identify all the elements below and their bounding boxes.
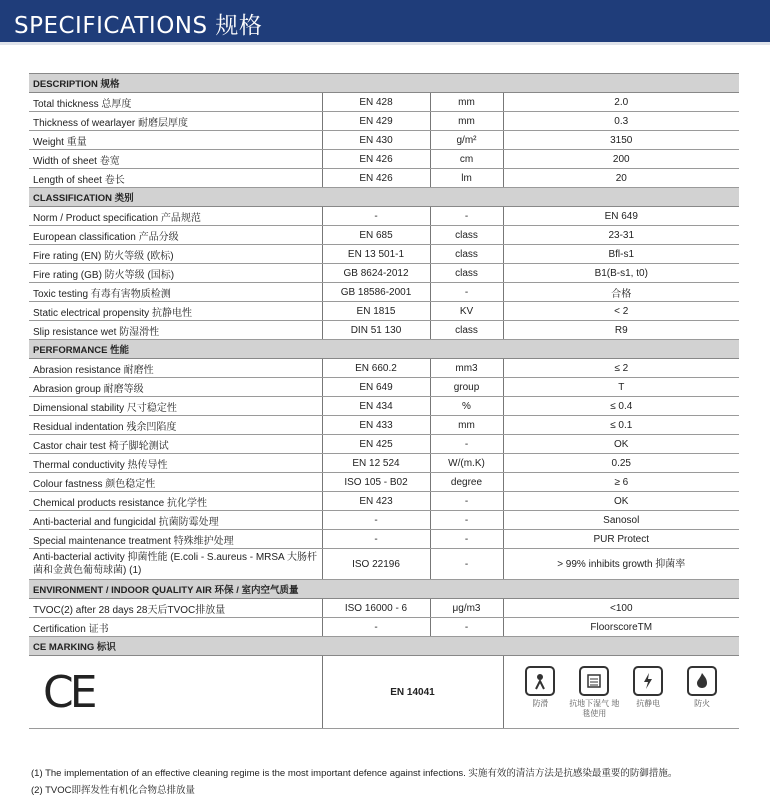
table-row [29, 454, 739, 473]
header-banner [0, 0, 770, 42]
ce-icon-item [568, 666, 620, 719]
ce-icon-item [514, 666, 566, 709]
table-row [29, 359, 739, 378]
property-name: Fire rating (EN) 防火等级 (欧标) [29, 245, 322, 264]
property-name: Special maintenance treatment 特殊维护处理 [29, 530, 322, 549]
test-standard: - [322, 511, 430, 530]
property-name: Residual indentation 残余凹陷度 [29, 416, 322, 435]
property-name: Thermal conductivity 热传导性 [29, 454, 322, 473]
unit: - [430, 207, 503, 226]
value: 合格 [503, 283, 739, 302]
value: R9 [503, 321, 739, 340]
table-row [29, 169, 739, 188]
test-standard: ISO 105 - B02 [322, 473, 430, 492]
table-row [29, 112, 739, 131]
section-header-ce-marking [29, 637, 739, 656]
property-name: Toxic testing 有毒有害物质检测 [29, 283, 322, 302]
test-standard: EN 423 [322, 492, 430, 511]
table-row [29, 264, 739, 283]
test-standard: - [322, 207, 430, 226]
value: OK [503, 435, 739, 454]
table-row [29, 435, 739, 454]
unit: KV [430, 302, 503, 321]
test-standard: - [322, 530, 430, 549]
section-title: PERFORMANCE 性能 [29, 340, 739, 359]
test-standard: DIN 51 130 [322, 321, 430, 340]
ce-mark-cell [29, 656, 322, 729]
test-standard: ISO 22196 [322, 549, 430, 580]
value: ≤ 0.1 [503, 416, 739, 435]
property-name: Total thickness 总厚度 [29, 93, 322, 112]
value: T [503, 378, 739, 397]
footnote-1: (1) The implementation of an effective cleaning regime is the most important defence against infections. 实施有效的清洁方法是抗感染最重要的防御措施。 [31, 768, 678, 779]
test-standard: EN 649 [322, 378, 430, 397]
value: <100 [503, 599, 739, 618]
table-row [29, 207, 739, 226]
value: B1(B-s1, t0) [503, 264, 739, 283]
table-row [29, 302, 739, 321]
unit: mm [430, 93, 503, 112]
test-standard: EN 13 501-1 [322, 245, 430, 264]
property-name: Chemical products resistance 抗化学性 [29, 492, 322, 511]
header-divider [0, 42, 770, 45]
ce-marking-row [29, 656, 739, 729]
value: > 99% inhibits growth 抑菌率 [503, 549, 739, 580]
section-header-environment [29, 580, 739, 599]
antistatic-icon [633, 666, 663, 696]
value: 2.0 [503, 93, 739, 112]
ce-icon-caption: 抗静电 [636, 698, 661, 708]
property-name: Anti-bacterial and fungicidal 抗菌防霉处理 [29, 511, 322, 530]
unit: - [430, 435, 503, 454]
slip-resistance-icon [525, 666, 555, 696]
test-standard: ISO 16000 - 6 [322, 599, 430, 618]
ce-icon-group [508, 666, 736, 719]
unit: g/m² [430, 131, 503, 150]
test-standard: GB 18586-2001 [322, 283, 430, 302]
unit: group [430, 378, 503, 397]
unit: mm [430, 416, 503, 435]
test-standard: EN 425 [322, 435, 430, 454]
value: 200 [503, 150, 739, 169]
section-title: DESCRIPTION 规格 [29, 74, 739, 93]
test-standard: EN 429 [322, 112, 430, 131]
footnote-2: (2) TVOC即挥发性有机化合物总排放量 [31, 785, 195, 796]
table-row [29, 511, 739, 530]
test-standard: EN 426 [322, 169, 430, 188]
table-row [29, 150, 739, 169]
unit: mm3 [430, 359, 503, 378]
value: PUR Protect [503, 530, 739, 549]
ce-mark-logo: CE [43, 666, 94, 718]
property-name: Abrasion resistance 耐磨性 [29, 359, 322, 378]
value: ≤ 2 [503, 359, 739, 378]
section-header-description [29, 74, 739, 93]
property-name: Weight 重量 [29, 131, 322, 150]
section-title: ENVIRONMENT / INDOOR QUALITY AIR 环保 / 室内空气质量 [29, 580, 739, 599]
property-name: TVOC(2) after 28 days 28天后TVOC排放量 [29, 599, 322, 618]
footnotes [31, 765, 677, 799]
value: 0.25 [503, 454, 739, 473]
property-name: Static electrical propensity 抗静电性 [29, 302, 322, 321]
table-row [29, 93, 739, 112]
unit: cm [430, 150, 503, 169]
property-name: Norm / Product specification 产品规范 [29, 207, 322, 226]
ce-icon-item [622, 666, 674, 709]
property-name: Thickness of wearlayer 耐磨层厚度 [29, 112, 322, 131]
unit: - [430, 530, 503, 549]
value: 23-31 [503, 226, 739, 245]
table-row [29, 283, 739, 302]
low-emission-icon [579, 666, 609, 696]
ce-icon-caption: 防火 [694, 698, 711, 708]
test-standard: EN 430 [322, 131, 430, 150]
page-title: SPECIFICATIONS 规格 [14, 13, 263, 39]
unit: - [430, 618, 503, 637]
value: ≥ 6 [503, 473, 739, 492]
test-standard: EN 660.2 [322, 359, 430, 378]
property-name: Abrasion group 耐磨等级 [29, 378, 322, 397]
unit: - [430, 283, 503, 302]
table-row [29, 549, 739, 580]
section-header-classification [29, 188, 739, 207]
unit: W/(m.K) [430, 454, 503, 473]
value: OK [503, 492, 739, 511]
property-name: Certification 证书 [29, 618, 322, 637]
test-standard: EN 12 524 [322, 454, 430, 473]
test-standard: EN 1815 [322, 302, 430, 321]
ce-icon-caption: 防滑 [532, 698, 549, 708]
test-standard: EN 426 [322, 150, 430, 169]
value: ≤ 0.4 [503, 397, 739, 416]
unit: class [430, 321, 503, 340]
table-row [29, 492, 739, 511]
unit: lm [430, 169, 503, 188]
test-standard: EN 433 [322, 416, 430, 435]
test-standard: EN 428 [322, 93, 430, 112]
value: < 2 [503, 302, 739, 321]
property-name: Slip resistance wet 防湿滑性 [29, 321, 322, 340]
table-row [29, 397, 739, 416]
table-row [29, 473, 739, 492]
ce-icon-caption: 抗地下湿气 地毯使用 [569, 698, 620, 718]
fire-icon [687, 666, 717, 696]
property-name: European classification 产品分级 [29, 226, 322, 245]
property-name: Castor chair test 椅子脚轮测试 [29, 435, 322, 454]
table-row [29, 618, 739, 637]
unit: μg/m3 [430, 599, 503, 618]
property-name: Length of sheet 卷长 [29, 169, 322, 188]
specifications-table [29, 73, 739, 729]
value: Bfl-s1 [503, 245, 739, 264]
value: EN 649 [503, 207, 739, 226]
table-row [29, 321, 739, 340]
unit: degree [430, 473, 503, 492]
table-row [29, 599, 739, 618]
section-header-performance [29, 340, 739, 359]
test-standard: EN 685 [322, 226, 430, 245]
table-row [29, 226, 739, 245]
property-name: Anti-bacterial activity 抑菌性能 (E.coli - S.aureus - MRSA 大肠杆菌和金黄色葡萄球菌) (1) [29, 549, 322, 580]
test-standard: GB 8624-2012 [322, 264, 430, 283]
test-standard: EN 434 [322, 397, 430, 416]
unit: - [430, 549, 503, 580]
property-name: Fire rating (GB) 防火等级 (国标) [29, 264, 322, 283]
unit: mm [430, 112, 503, 131]
test-standard: - [322, 618, 430, 637]
table-row [29, 416, 739, 435]
value: Sanosol [503, 511, 739, 530]
unit: class [430, 264, 503, 283]
table-row [29, 378, 739, 397]
table-row [29, 131, 739, 150]
table-row [29, 530, 739, 549]
table-row [29, 245, 739, 264]
value: 3150 [503, 131, 739, 150]
unit: - [430, 511, 503, 530]
section-title: CLASSIFICATION 类别 [29, 188, 739, 207]
section-title: CE MARKING 标识 [29, 637, 739, 656]
unit: class [430, 226, 503, 245]
property-name: Colour fastness 颜色稳定性 [29, 473, 322, 492]
ce-standard: EN 14041 [322, 656, 503, 729]
ce-icon-item [676, 666, 728, 709]
unit: - [430, 492, 503, 511]
property-name: Width of sheet 卷宽 [29, 150, 322, 169]
ce-icons-cell [503, 656, 739, 729]
value: 0.3 [503, 112, 739, 131]
unit: % [430, 397, 503, 416]
unit: class [430, 245, 503, 264]
value: FloorscoreTM [503, 618, 739, 637]
property-name: Dimensional stability 尺寸稳定性 [29, 397, 322, 416]
value: 20 [503, 169, 739, 188]
